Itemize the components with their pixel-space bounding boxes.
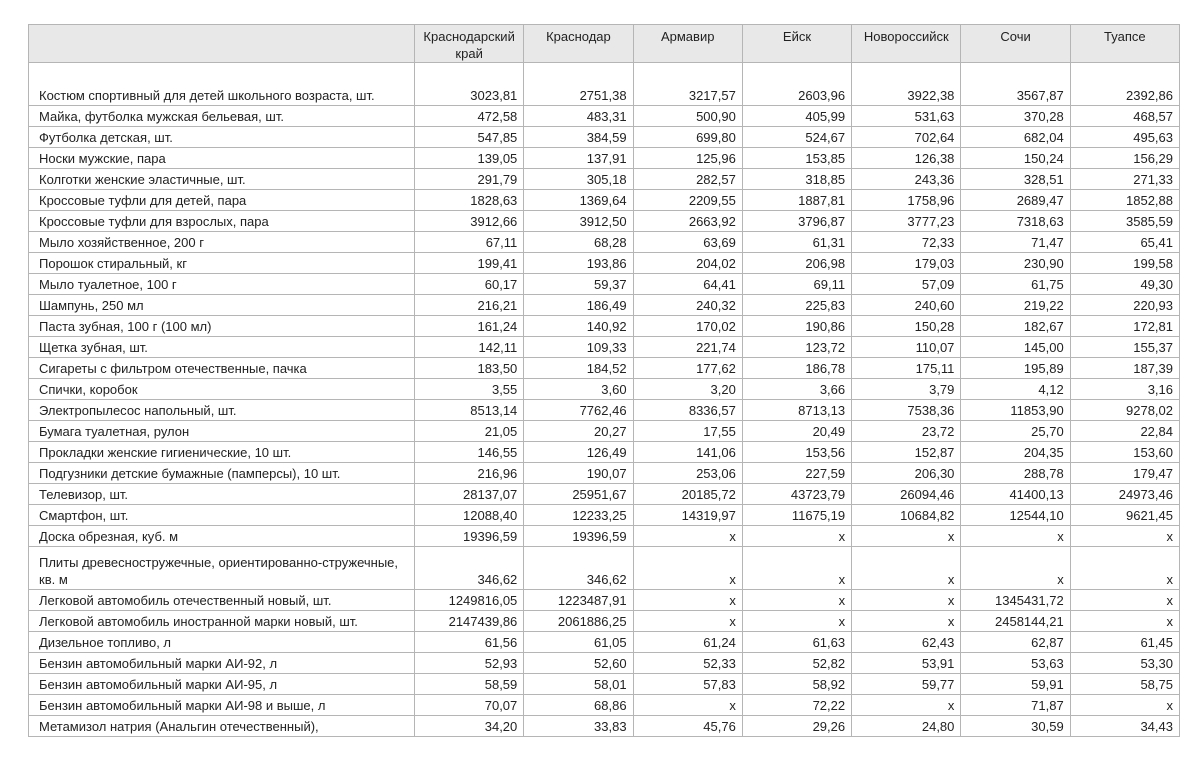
price-cell: 1249816,05	[415, 590, 524, 611]
table-row	[29, 63, 1180, 106]
price-cell: 52,93	[415, 653, 524, 674]
price-cell: 49,30	[1070, 274, 1179, 295]
price-cell: x	[633, 611, 742, 632]
price-cell: 2751,38	[524, 63, 633, 106]
price-cell: 141,06	[633, 442, 742, 463]
column-header-region: Ейск	[742, 25, 851, 63]
item-name-cell: Плиты древесностружечные, ориентированно-стружечные, кв. м	[29, 547, 415, 590]
price-cell: x	[633, 547, 742, 590]
table-row	[29, 611, 1180, 632]
table-row	[29, 653, 1180, 674]
price-cell: 12544,10	[961, 505, 1070, 526]
price-cell: 183,50	[415, 358, 524, 379]
table-row	[29, 526, 1180, 547]
price-cell: 4,12	[961, 379, 1070, 400]
price-cell: 145,00	[961, 337, 1070, 358]
price-cell: 271,33	[1070, 169, 1179, 190]
price-cell: 3217,57	[633, 63, 742, 106]
price-cell: 123,72	[742, 337, 851, 358]
item-name-cell: Щетка зубная, шт.	[29, 337, 415, 358]
price-cell: 68,86	[524, 695, 633, 716]
column-header-region: Армавир	[633, 25, 742, 63]
price-cell: x	[1070, 695, 1179, 716]
price-cell: 11853,90	[961, 400, 1070, 421]
price-cell: 71,87	[961, 695, 1070, 716]
price-cell: 305,18	[524, 169, 633, 190]
price-cell: 346,62	[524, 547, 633, 590]
price-cell: 405,99	[742, 106, 851, 127]
price-cell: 53,63	[961, 653, 1070, 674]
price-cell: x	[742, 590, 851, 611]
price-cell: 3,16	[1070, 379, 1179, 400]
price-cell: 152,87	[852, 442, 961, 463]
table-row	[29, 463, 1180, 484]
price-cell: 9621,45	[1070, 505, 1179, 526]
price-cell: 28137,07	[415, 484, 524, 505]
price-cell: 177,62	[633, 358, 742, 379]
price-cell: 190,07	[524, 463, 633, 484]
item-name-cell: Сигареты с фильтром отечественные, пачка	[29, 358, 415, 379]
price-cell: 11675,19	[742, 505, 851, 526]
price-cell: 155,37	[1070, 337, 1179, 358]
table-row	[29, 590, 1180, 611]
price-cell: 175,11	[852, 358, 961, 379]
price-cell: 53,30	[1070, 653, 1179, 674]
price-table	[28, 24, 1180, 737]
price-cell: x	[852, 590, 961, 611]
price-cell: x	[1070, 547, 1179, 590]
table-row	[29, 232, 1180, 253]
price-cell: 370,28	[961, 106, 1070, 127]
price-cell: 62,87	[961, 632, 1070, 653]
item-name-cell: Футболка детская, шт.	[29, 127, 415, 148]
price-cell: 26094,46	[852, 484, 961, 505]
price-cell: 2209,55	[633, 190, 742, 211]
table-row	[29, 253, 1180, 274]
price-cell: 3912,66	[415, 211, 524, 232]
table-row	[29, 295, 1180, 316]
price-cell: 8336,57	[633, 400, 742, 421]
price-cell: 240,32	[633, 295, 742, 316]
price-cell: 60,17	[415, 274, 524, 295]
price-cell: 140,92	[524, 316, 633, 337]
price-cell: x	[1070, 611, 1179, 632]
table-row	[29, 190, 1180, 211]
item-name-cell: Телевизор, шт.	[29, 484, 415, 505]
price-cell: 61,45	[1070, 632, 1179, 653]
price-cell: 3922,38	[852, 63, 961, 106]
price-cell: 524,67	[742, 127, 851, 148]
price-cell: 10684,82	[852, 505, 961, 526]
price-cell: 21,05	[415, 421, 524, 442]
item-name-cell: Костюм спортивный для детей школьного возраста, шт.	[29, 63, 415, 106]
price-cell: 58,92	[742, 674, 851, 695]
price-cell: 216,21	[415, 295, 524, 316]
price-cell: 43723,79	[742, 484, 851, 505]
price-cell: x	[742, 547, 851, 590]
price-cell: 699,80	[633, 127, 742, 148]
table-row	[29, 632, 1180, 653]
price-cell: 19396,59	[524, 526, 633, 547]
table-row	[29, 211, 1180, 232]
price-cell: 61,56	[415, 632, 524, 653]
item-name-cell: Бензин автомобильный марки АИ-92, л	[29, 653, 415, 674]
price-cell: 12233,25	[524, 505, 633, 526]
price-cell: 65,41	[1070, 232, 1179, 253]
item-name-cell: Бумага туалетная, рулон	[29, 421, 415, 442]
price-cell: 153,85	[742, 148, 851, 169]
price-cell: 61,24	[633, 632, 742, 653]
price-cell: x	[852, 611, 961, 632]
price-cell: 71,47	[961, 232, 1070, 253]
column-header-region: Краснодарский край	[415, 25, 524, 63]
item-name-cell: Доска обрезная, куб. м	[29, 526, 415, 547]
price-cell: 221,74	[633, 337, 742, 358]
price-cell: 153,56	[742, 442, 851, 463]
price-cell: 20185,72	[633, 484, 742, 505]
price-cell: 170,02	[633, 316, 742, 337]
table-row	[29, 505, 1180, 526]
column-header-item	[29, 25, 415, 63]
price-cell: 58,59	[415, 674, 524, 695]
price-cell: 3023,81	[415, 63, 524, 106]
price-cell: 29,26	[742, 716, 851, 737]
price-cell: 19396,59	[415, 526, 524, 547]
item-name-cell: Бензин автомобильный марки АИ-98 и выше, л	[29, 695, 415, 716]
table-row	[29, 484, 1180, 505]
price-cell: 72,22	[742, 695, 851, 716]
price-cell: 142,11	[415, 337, 524, 358]
price-cell: 2663,92	[633, 211, 742, 232]
table-row	[29, 358, 1180, 379]
price-cell: 216,96	[415, 463, 524, 484]
price-cell: 68,28	[524, 232, 633, 253]
item-name-cell: Кроссовые туфли для взрослых, пара	[29, 211, 415, 232]
price-cell: 62,43	[852, 632, 961, 653]
table-row	[29, 547, 1180, 590]
price-cell: 3567,87	[961, 63, 1070, 106]
price-cell: 193,86	[524, 253, 633, 274]
price-cell: 150,24	[961, 148, 1070, 169]
price-cell: 52,60	[524, 653, 633, 674]
price-cell: x	[633, 526, 742, 547]
item-name-cell: Спички, коробок	[29, 379, 415, 400]
price-cell: 682,04	[961, 127, 1070, 148]
price-cell: 67,11	[415, 232, 524, 253]
price-cell: 291,79	[415, 169, 524, 190]
price-cell: 61,63	[742, 632, 851, 653]
price-cell: 3,66	[742, 379, 851, 400]
price-cell: 161,24	[415, 316, 524, 337]
price-cell: 8513,14	[415, 400, 524, 421]
item-name-cell: Дизельное топливо, л	[29, 632, 415, 653]
price-cell: x	[1070, 526, 1179, 547]
price-cell: x	[852, 526, 961, 547]
price-cell: x	[633, 695, 742, 716]
price-cell: 61,05	[524, 632, 633, 653]
price-cell: 2689,47	[961, 190, 1070, 211]
price-cell: 69,11	[742, 274, 851, 295]
price-cell: 139,05	[415, 148, 524, 169]
price-cell: 1369,64	[524, 190, 633, 211]
price-cell: 23,72	[852, 421, 961, 442]
item-name-cell: Колготки женские эластичные, шт.	[29, 169, 415, 190]
price-cell: 41400,13	[961, 484, 1070, 505]
price-cell: x	[633, 590, 742, 611]
price-cell: 199,58	[1070, 253, 1179, 274]
table-row	[29, 400, 1180, 421]
price-cell: 109,33	[524, 337, 633, 358]
price-cell: 230,90	[961, 253, 1070, 274]
price-cell: 204,02	[633, 253, 742, 274]
price-cell: 3796,87	[742, 211, 851, 232]
price-cell: 184,52	[524, 358, 633, 379]
price-cell: 59,91	[961, 674, 1070, 695]
price-cell: 7762,46	[524, 400, 633, 421]
price-cell: 1345431,72	[961, 590, 1070, 611]
item-name-cell: Мыло туалетное, 100 г	[29, 274, 415, 295]
price-cell: 24,80	[852, 716, 961, 737]
table-header-row	[29, 25, 1180, 63]
price-cell: 126,38	[852, 148, 961, 169]
price-cell: 64,41	[633, 274, 742, 295]
price-cell: 30,59	[961, 716, 1070, 737]
price-cell: 7538,36	[852, 400, 961, 421]
table-row	[29, 148, 1180, 169]
price-cell: 125,96	[633, 148, 742, 169]
price-cell: 346,62	[415, 547, 524, 590]
price-cell: 3,55	[415, 379, 524, 400]
table-row	[29, 169, 1180, 190]
price-cell: x	[742, 611, 851, 632]
table-row	[29, 316, 1180, 337]
item-name-cell: Подгузники детские бумажные (памперсы), 10 шт.	[29, 463, 415, 484]
price-cell: 25951,67	[524, 484, 633, 505]
price-cell: 8713,13	[742, 400, 851, 421]
price-cell: 22,84	[1070, 421, 1179, 442]
item-name-cell: Легковой автомобиль отечественный новый, шт.	[29, 590, 415, 611]
price-cell: 240,60	[852, 295, 961, 316]
price-cell: 150,28	[852, 316, 961, 337]
table-row	[29, 379, 1180, 400]
price-cell: 3585,59	[1070, 211, 1179, 232]
price-cell: 1828,63	[415, 190, 524, 211]
price-cell: 7318,63	[961, 211, 1070, 232]
price-cell: 3,20	[633, 379, 742, 400]
price-cell: 288,78	[961, 463, 1070, 484]
price-cell: 495,63	[1070, 127, 1179, 148]
price-cell: 227,59	[742, 463, 851, 484]
price-cell: 45,76	[633, 716, 742, 737]
price-cell: 1758,96	[852, 190, 961, 211]
table-row	[29, 337, 1180, 358]
price-cell: 137,91	[524, 148, 633, 169]
price-cell: x	[961, 547, 1070, 590]
price-cell: 187,39	[1070, 358, 1179, 379]
price-cell: 3,60	[524, 379, 633, 400]
price-cell: 2147439,86	[415, 611, 524, 632]
item-name-cell: Смартфон, шт.	[29, 505, 415, 526]
price-cell: 52,33	[633, 653, 742, 674]
price-cell: 2458144,21	[961, 611, 1070, 632]
price-cell: 2603,96	[742, 63, 851, 106]
price-cell: 2061886,25	[524, 611, 633, 632]
item-name-cell: Носки мужские, пара	[29, 148, 415, 169]
item-name-cell: Шампунь, 250 мл	[29, 295, 415, 316]
price-cell: 3912,50	[524, 211, 633, 232]
price-cell: 52,82	[742, 653, 851, 674]
price-cell: 225,83	[742, 295, 851, 316]
price-cell: 179,03	[852, 253, 961, 274]
item-name-cell: Прокладки женские гигиенические, 10 шт.	[29, 442, 415, 463]
price-cell: 58,75	[1070, 674, 1179, 695]
price-cell: 1852,88	[1070, 190, 1179, 211]
table-body	[29, 63, 1180, 737]
price-cell: 219,22	[961, 295, 1070, 316]
price-cell: 384,59	[524, 127, 633, 148]
price-cell: 146,55	[415, 442, 524, 463]
price-cell: 186,78	[742, 358, 851, 379]
price-cell: x	[852, 547, 961, 590]
price-cell: 206,98	[742, 253, 851, 274]
price-cell: 204,35	[961, 442, 1070, 463]
price-cell: 20,27	[524, 421, 633, 442]
price-cell: 59,37	[524, 274, 633, 295]
price-cell: 468,57	[1070, 106, 1179, 127]
price-cell: 9278,02	[1070, 400, 1179, 421]
price-cell: 282,57	[633, 169, 742, 190]
price-cell: 3777,23	[852, 211, 961, 232]
price-cell: 24973,46	[1070, 484, 1179, 505]
price-cell: 182,67	[961, 316, 1070, 337]
price-cell: 206,30	[852, 463, 961, 484]
price-cell: 179,47	[1070, 463, 1179, 484]
price-cell: 72,33	[852, 232, 961, 253]
price-table-container	[28, 24, 1180, 737]
price-cell: 220,93	[1070, 295, 1179, 316]
price-cell: 195,89	[961, 358, 1070, 379]
table-row	[29, 106, 1180, 127]
price-cell: 70,07	[415, 695, 524, 716]
item-name-cell: Электропылесос напольный, шт.	[29, 400, 415, 421]
price-cell: 126,49	[524, 442, 633, 463]
price-cell: 12088,40	[415, 505, 524, 526]
price-cell: 2392,86	[1070, 63, 1179, 106]
price-cell: 33,83	[524, 716, 633, 737]
price-cell: x	[1070, 590, 1179, 611]
table-row	[29, 274, 1180, 295]
price-cell: 190,86	[742, 316, 851, 337]
price-cell: 328,51	[961, 169, 1070, 190]
price-cell: 61,31	[742, 232, 851, 253]
price-cell: x	[961, 526, 1070, 547]
price-cell: 1887,81	[742, 190, 851, 211]
item-name-cell: Легковой автомобиль иностранной марки новый, шт.	[29, 611, 415, 632]
price-cell: 59,77	[852, 674, 961, 695]
price-cell: 14319,97	[633, 505, 742, 526]
price-cell: 483,31	[524, 106, 633, 127]
price-cell: 34,20	[415, 716, 524, 737]
price-cell: 3,79	[852, 379, 961, 400]
price-cell: 25,70	[961, 421, 1070, 442]
price-cell: 172,81	[1070, 316, 1179, 337]
price-cell: 153,60	[1070, 442, 1179, 463]
price-cell: 156,29	[1070, 148, 1179, 169]
column-header-region: Туапсе	[1070, 25, 1179, 63]
price-cell: 53,91	[852, 653, 961, 674]
price-cell: 57,83	[633, 674, 742, 695]
price-cell: 531,63	[852, 106, 961, 127]
table-row	[29, 421, 1180, 442]
item-name-cell: Порошок стиральный, кг	[29, 253, 415, 274]
item-name-cell: Бензин автомобильный марки АИ-95, л	[29, 674, 415, 695]
price-cell: 34,43	[1070, 716, 1179, 737]
price-cell: 186,49	[524, 295, 633, 316]
table-row	[29, 442, 1180, 463]
item-name-cell: Мыло хозяйственное, 200 г	[29, 232, 415, 253]
price-cell: 472,58	[415, 106, 524, 127]
price-cell: x	[742, 526, 851, 547]
price-cell: 61,75	[961, 274, 1070, 295]
column-header-region: Краснодар	[524, 25, 633, 63]
price-cell: x	[852, 695, 961, 716]
column-header-region: Новороссийск	[852, 25, 961, 63]
price-cell: 243,36	[852, 169, 961, 190]
item-name-cell: Кроссовые туфли для детей, пара	[29, 190, 415, 211]
price-cell: 17,55	[633, 421, 742, 442]
price-cell: 318,85	[742, 169, 851, 190]
table-row	[29, 674, 1180, 695]
price-cell: 253,06	[633, 463, 742, 484]
price-cell: 57,09	[852, 274, 961, 295]
table-row	[29, 695, 1180, 716]
table-row	[29, 127, 1180, 148]
price-cell: 702,64	[852, 127, 961, 148]
item-name-cell: Метамизол натрия (Анальгин отечественный),	[29, 716, 415, 737]
column-header-region: Сочи	[961, 25, 1070, 63]
price-cell: 110,07	[852, 337, 961, 358]
item-name-cell: Майка, футболка мужская бельевая, шт.	[29, 106, 415, 127]
price-cell: 1223487,91	[524, 590, 633, 611]
price-cell: 20,49	[742, 421, 851, 442]
price-cell: 63,69	[633, 232, 742, 253]
price-cell: 199,41	[415, 253, 524, 274]
price-cell: 547,85	[415, 127, 524, 148]
table-row	[29, 716, 1180, 737]
price-cell: 500,90	[633, 106, 742, 127]
price-cell: 58,01	[524, 674, 633, 695]
item-name-cell: Паста зубная, 100 г (100 мл)	[29, 316, 415, 337]
